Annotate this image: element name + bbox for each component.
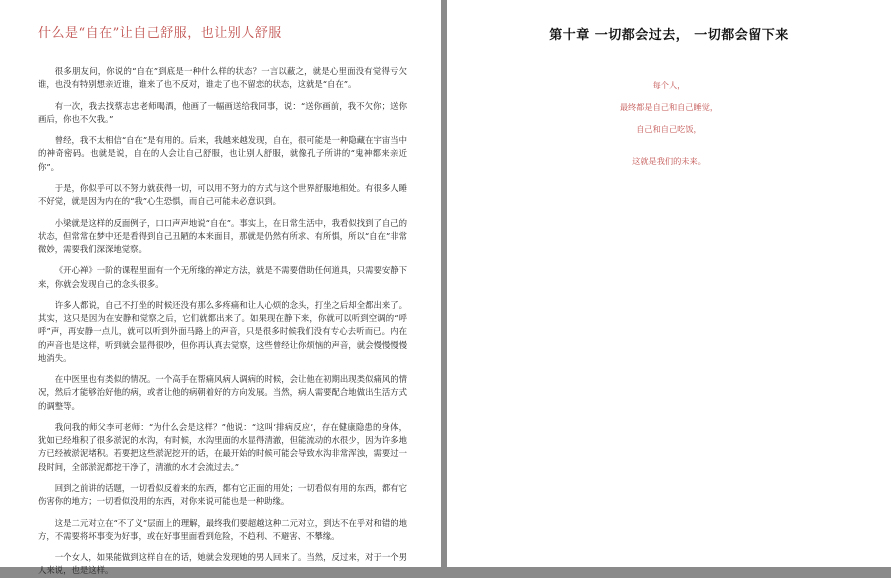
left-page	[0, 0, 441, 576]
epigraph-line: 这就是我们的未来。	[632, 156, 706, 166]
paragraph: 许多人都说，自己不打坐的时候还没有那么多疼痛和让人心烦的念头，打坐之后却全都出来了。其实，这只是因为在安静和觉察之后，它们就都出来了。如果现在静下来，你就可以听到空调的“呼呼”声，再安静一点儿，就可以听到外面马路上的声音，只是很多时候我们没有专心去听而已。内在的声音也是这样，听到就会显得很吵，但你再认真去觉察，这些曾经让你烦恼的声音，就会慢慢慢慢地消失。	[38, 299, 407, 363]
epigraph	[477, 79, 861, 167]
paragraph: 回到之前讲的话题，一切看似反着来的东西，都有它正面的用处；一切看似有用的东西，都有它伤害你的地方；一切看似没用的东西，对你来说可能也是一种助缘。	[38, 482, 407, 507]
paragraph: 这是二元对立在“不了义”层面上的理解，最终我们要超越这种二元对立，到达不在乎对和错的地方，不需要将坏事变为好事，或在好事里面看到危险，不趋利、不避害、不攀缘。	[38, 517, 407, 541]
paragraph: 于是，你似乎可以不努力就获得一切，可以用不努力的方式与这个世界舒服地相处。有很多人睡不好觉，就是因为内在的“我”心生恐惧，而自己可能未必意识到。	[38, 182, 407, 207]
paragraph: 我问我的师父李可老师：“为什么会是这样？”他说：“这叫‘排病反应’，存在健康隐患的身体，犹如已经堆积了很多淤泥的水沟，有时候，水沟里面的水显得清澈，但能流动的水很少，因为许多地方已经被淤泥堵积。若要把这些淤泥挖开的话，在最开始的时候可能会导致水沟非常浑浊，需要过一段时间，全部淤泥都挖干净了，清澈的水才会流过去。”	[38, 421, 407, 472]
paragraph: 曾经，我不太相信“自在”是有用的。后来，我越来越发现，自在，很可能是一种隐藏在宇宙当中的神奇密码。也就是说，自在的人会让自己舒服，也让别人舒服，就像孔子所讲的“鬼神都来亲近你”。	[38, 135, 407, 172]
paragraph: 在中医里也有类似的情况。一个高手在帮痛风病人调病的时候，会让他在初期出现类似痛风的情况，然后才能够治好他的病，或者让他的病朝着好的方向发展。当然，病人需要配合地做出生活方式的调整等。	[38, 374, 407, 411]
chapter-title: 第十章 一切都会过去， 一切都会留下来	[549, 28, 789, 43]
paragraph: 很多朋友问，你说的“自在”到底是一种什么样的状态？一言以蔽之，就是心里面没有觉得亏欠谁，也没有特别想亲近谁，谁来了也不反对，谁走了也不留恋的状态，这就是“自在”。	[38, 66, 407, 90]
epigraph-line: 最终都是自己和自己睡觉，	[619, 102, 719, 112]
right-page	[447, 0, 891, 567]
paragraph: 《开心禅》一阶的课程里面有一个无所缘的禅定方法，就是不需要借助任何道具，只需要安静下来，你就会发现自己的念头很多。	[38, 265, 407, 289]
epigraph-line: 每个人，	[652, 80, 686, 90]
section-title: 什么是“自在”让自己舒服，也让别人舒服	[38, 26, 282, 41]
paragraph: 有一次，我去找蔡志忠老师喝酒，他画了一幅画送给我同事，说：“送你画前，我不欠你；送你画后，你也不欠我。”	[38, 100, 407, 124]
paragraph: 一个女人，如果能做到这样自在的话，她就会发现她的男人回来了。当然，反过来，对于一个男人来说，也是这样。	[38, 552, 407, 576]
epigraph-line: 自己和自己吃饭，	[636, 124, 702, 134]
paragraph: 小梁就是这样的反面例子，口口声声地说“自在”。事实上，在日常生活中，我看似找到了自己的状态，但常常在梦中还是看得到自己丑陋的本来面目，那就是仍然有所求、有所惧，所以“自在”非常微妙，需要我们深深地觉察。	[38, 217, 407, 254]
